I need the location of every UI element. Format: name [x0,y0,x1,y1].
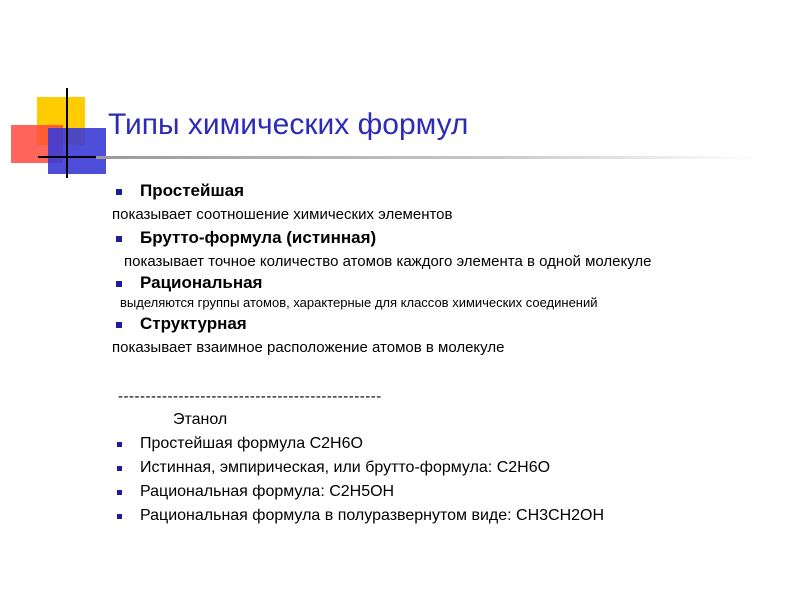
logo-vertical-line [66,88,68,178]
bullet-icon [116,322,122,328]
item-description: выделяются группы атомов, характерные для классов химических соединений [120,295,598,310]
item-heading: Структурная [140,314,247,333]
logo-horizontal-line [38,156,98,158]
bullet-icon [117,466,122,471]
example-formula: Истинная, эмпирическая, или брутто-формула: C2H6O [140,459,551,476]
logo-blue-square [48,128,106,174]
separator-line: ------------------------------------------------ [118,388,382,405]
bullet-icon [117,490,122,495]
example-formula: Рациональная формула в полуразвернутом виде: CH3CH2OH [140,507,605,524]
bullet-icon [117,514,122,519]
bullet-icon [116,281,122,287]
item-description: показывает точное количество атомов каждого элемента в одной молекуле [124,253,652,270]
example-formula: Рациональная формула: C2H5OH [140,483,395,500]
item-heading: Брутто-формула (истинная) [140,228,377,247]
item-description: показывает соотношение химических элементов [112,206,453,223]
slide-logo [0,0,130,200]
example-name: Этанол [173,411,228,428]
item-heading: Рациональная [140,273,263,292]
bullet-icon [117,442,122,447]
bullet-icon [116,189,122,195]
item-description: показывает взаимное расположение атомов в молекуле [112,339,505,356]
example-formula: Простейшая формула C2H6O [140,435,363,452]
slide-title: Типы химических формул [108,108,469,141]
item-heading: Простейшая [140,181,244,200]
bullet-icon [116,236,122,242]
title-underline [96,156,756,159]
